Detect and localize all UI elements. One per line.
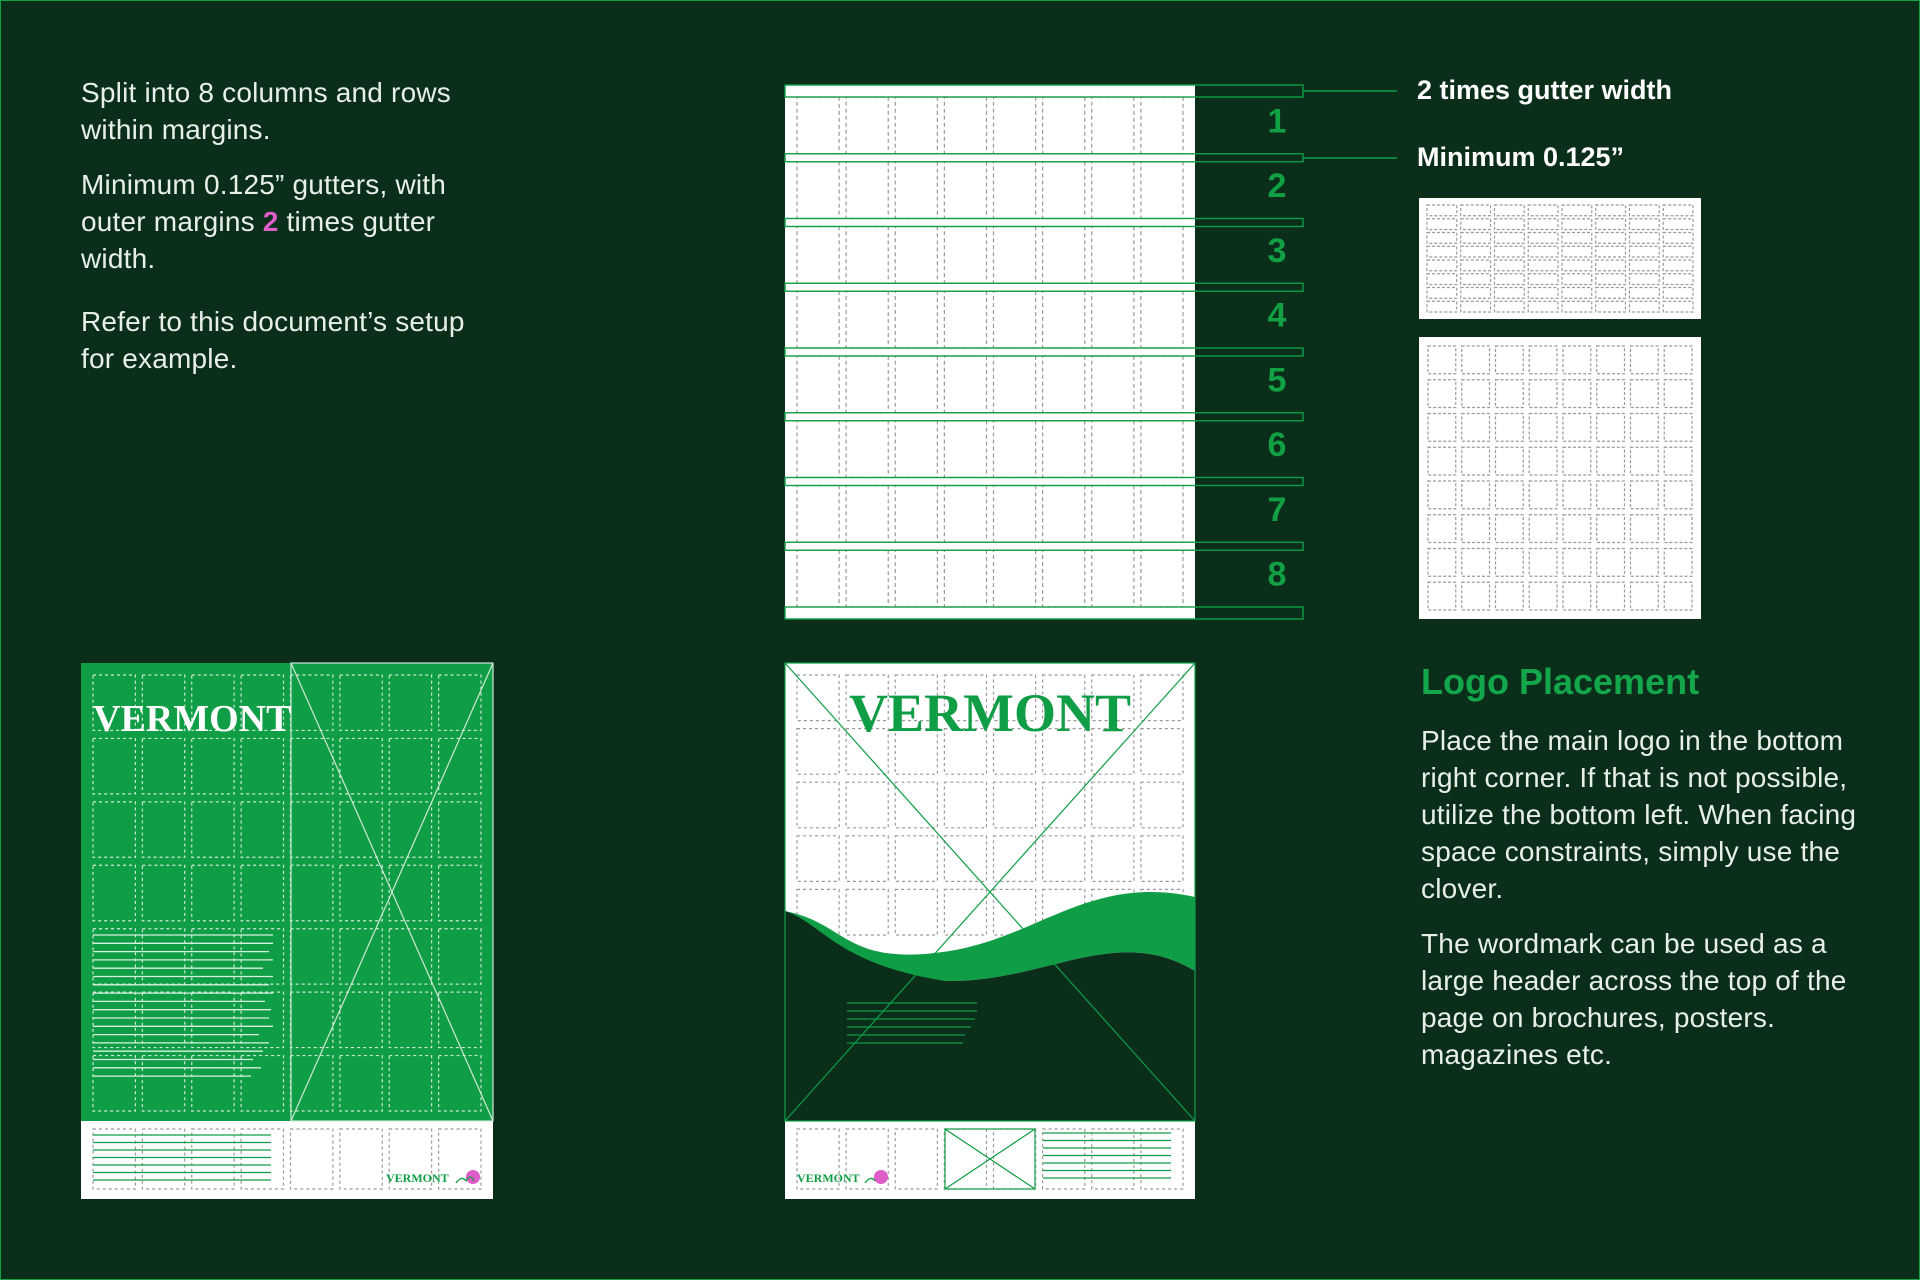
intro-line-1: Split into 8 columns and rows within margins. bbox=[81, 77, 451, 145]
row-number: 3 bbox=[1267, 231, 1287, 270]
row-number: 5 bbox=[1267, 361, 1287, 400]
main-grid-diagram bbox=[785, 85, 1397, 619]
row-number: 6 bbox=[1267, 426, 1287, 465]
small-grid-standard bbox=[1419, 337, 1701, 619]
wordmark-logo: VERMONT bbox=[93, 698, 292, 740]
row-number: 1 bbox=[1267, 102, 1287, 141]
intro-line-2-end: times gutter width. bbox=[81, 206, 436, 274]
label-min-gutter: Minimum 0.125” bbox=[1417, 142, 1625, 172]
label-margin-width: 2 times gutter width bbox=[1417, 75, 1673, 105]
logo-para-1: Place the main logo in the bottom right corner. If that is not possible, utilize the bottom left. When facing space constraints, simply use the clover. bbox=[1421, 725, 1857, 904]
footer-wordmark: VERMONT bbox=[386, 1171, 449, 1185]
row-number: 7 bbox=[1267, 490, 1287, 529]
grid-illustrations bbox=[1, 1, 1919, 1279]
clover-icon bbox=[466, 1170, 480, 1184]
row-number: 8 bbox=[1267, 555, 1287, 594]
highlight-number: 2 bbox=[262, 206, 279, 237]
row-number: 2 bbox=[1267, 167, 1287, 206]
intro-line-2-text: Minimum 0.125” gutters, with outer margins bbox=[81, 169, 447, 237]
mockup-wave-layout bbox=[785, 663, 1195, 1199]
intro-line-3: Refer to this document’s setup for example. bbox=[81, 306, 465, 374]
logo-placement-heading: Logo Placement bbox=[1421, 661, 1700, 702]
logo-para-2: The wordmark can be used as a large header across the top of the page on brochures, posters. magazines etc. bbox=[1421, 928, 1847, 1070]
footer-wordmark: VERMONT bbox=[797, 1171, 860, 1185]
wordmark-logo: VERMONT bbox=[849, 683, 1131, 743]
row-number: 4 bbox=[1267, 296, 1287, 335]
small-grid-dense bbox=[1419, 198, 1701, 319]
mockup-green-layout bbox=[81, 663, 493, 1199]
clover-icon bbox=[874, 1170, 888, 1184]
